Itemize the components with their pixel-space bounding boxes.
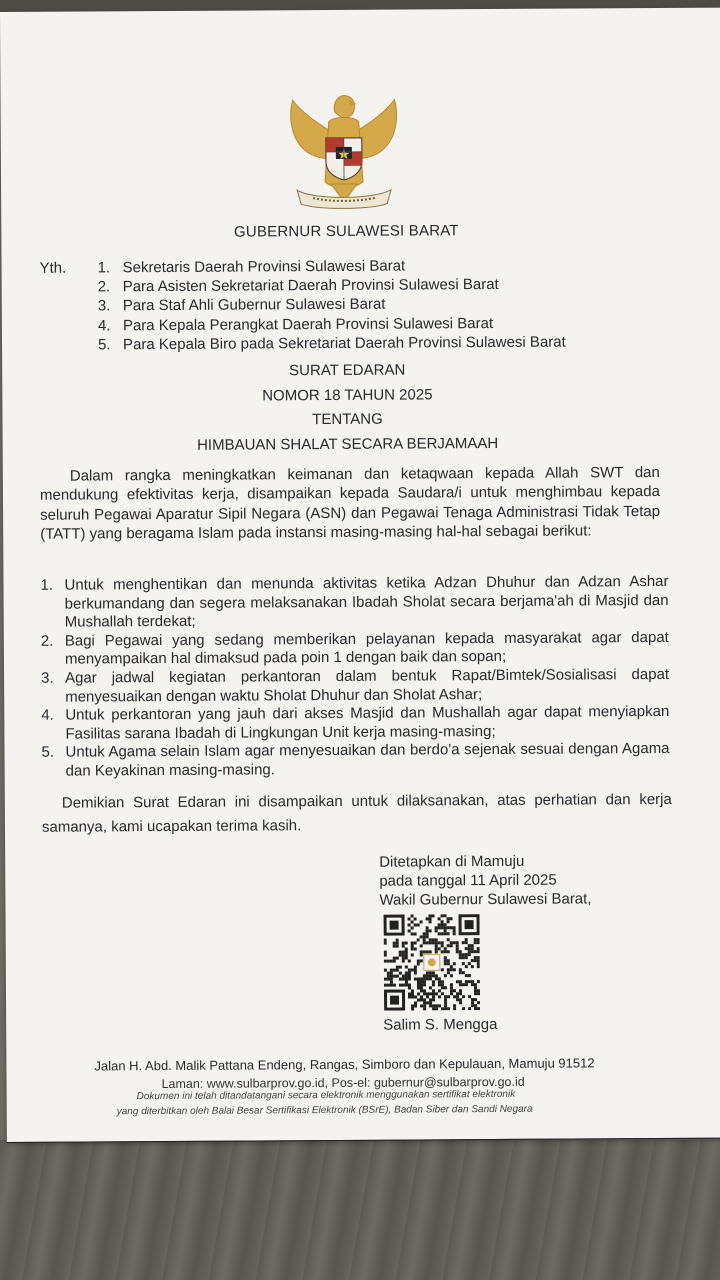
list-item: 3. Agar jadwal kegiatan perkantoran dalam bentuk Rapat/Bimtek/Sosialisasi dapat menyesuaikan dengan waktu Sholat Dhuhur dan Sholat Ashar; bbox=[41, 665, 670, 706]
letter-page bbox=[0, 8, 720, 1142]
list-item: 5. Para Kepala Biro pada Sekretariat Daerah Provinsi Sulawesi Barat bbox=[97, 333, 566, 354]
list-item: 4. Para Kepala Perangkat Daerah Provinsi Sulawesi Barat bbox=[97, 314, 494, 335]
title-line: HIMBAUAN SHALAT SECARA BERJAMAAH bbox=[197, 434, 499, 454]
qr-code-icon bbox=[384, 914, 481, 1011]
signature-block bbox=[379, 851, 591, 909]
footer-address: Jalan H. Abd. Malik Pattana Endeng, Rangas, Simboro dan Kepulauan, Mamuju 91512 bbox=[94, 1055, 595, 1074]
title-line: SURAT EDARAN bbox=[289, 361, 406, 380]
addressee-prefix: Yth. bbox=[39, 259, 67, 277]
garuda-emblem-icon bbox=[282, 86, 405, 217]
list-item: 1. Untuk menghentikan dan menunda aktivitas ketika Adzan Dhuhur dan Adzan Ashar berkumandang dan segera melaksanakan Ibadah Sholat secara berjama'ah di Masjid dan Mushallah terdekat; bbox=[40, 572, 669, 631]
title-line: NOMOR 18 TAHUN 2025 bbox=[262, 385, 433, 404]
esign-note: Dokumen ini telah ditandatangani secara elektronik menggunakan sertifikat elektronik bbox=[136, 1088, 516, 1103]
instruction-list bbox=[40, 573, 669, 781]
list-item: 1. Sekretaris Daerah Provinsi Sulawesi Barat bbox=[97, 257, 406, 277]
sign-place: Ditetapkan di Mamuju bbox=[379, 852, 525, 871]
document-title bbox=[2, 360, 693, 462]
intro-paragraph: Dalam rangka meningkatkan keimanan dan ketaqwaan kepada Allah SWT dan mendukung efektivitas kerja, disampaikan kepada Saudara/i untuk menghimbau kepada seluruh Pegawai Aparatur Sipil Negara (ASN) dan Pegawai Tenaga Administrasi Tidak Tetap (TATT) yang beragama Islam pada instansi masing-masing hal-hal sebagai berikut: bbox=[39, 463, 661, 543]
background-floor bbox=[0, 1140, 720, 1280]
sign-date: pada tanggal 11 April 2025 bbox=[379, 871, 557, 890]
closing-paragraph: Demikian Surat Edaran ini disampaikan untuk dilaksanakan, atas perhatian dan kerja samanya, kami ucapakan terima kasih. bbox=[41, 790, 672, 836]
sign-position: Wakil Gubernur Sulawesi Barat, bbox=[379, 890, 592, 909]
esign-note: yang diterbitkan oleh Balai Besar Sertifikasi Elektronik (BSrE), Badan Siber dan Sandi Negara bbox=[116, 1103, 533, 1118]
list-item: 2. Bagi Pegawai yang sedang memberikan pelayanan kepada masyarakat agar dapat menyampaikan hal dimaksud pada poin 1 dengan baik dan sopan; bbox=[40, 628, 669, 668]
list-item: 4. Untuk perkantoran yang jauh dari akses Masjid dan Mushallah agar dapat menyiapkan Fasilitas sarana Ibadah di Lingkungan Unit kerja masing-masing; bbox=[41, 703, 670, 743]
list-item: 5. Untuk Agama selain Islam agar menyesuaikan dan berdo'a sejenak sesuai dengan Agama dan Keyakinan masing-masing. bbox=[41, 740, 670, 780]
footer-website: Laman: www.sulbarprov.go.id, Pos-el: gubernur@sulbarprov.go.id bbox=[161, 1074, 525, 1092]
list-item: 3. Para Staf Ahli Gubernur Sulawesi Barat bbox=[97, 296, 386, 315]
institution-heading: GUBERNUR SULAWESI BARAT bbox=[233, 222, 459, 241]
signer-name: Salim S. Mengga bbox=[383, 1015, 498, 1034]
title-line: TENTANG bbox=[312, 410, 383, 429]
recipient-list bbox=[98, 256, 566, 355]
list-item: 2. Para Asisten Sekretariat Daerah Provinsi Sulawesi Barat bbox=[97, 276, 499, 296]
